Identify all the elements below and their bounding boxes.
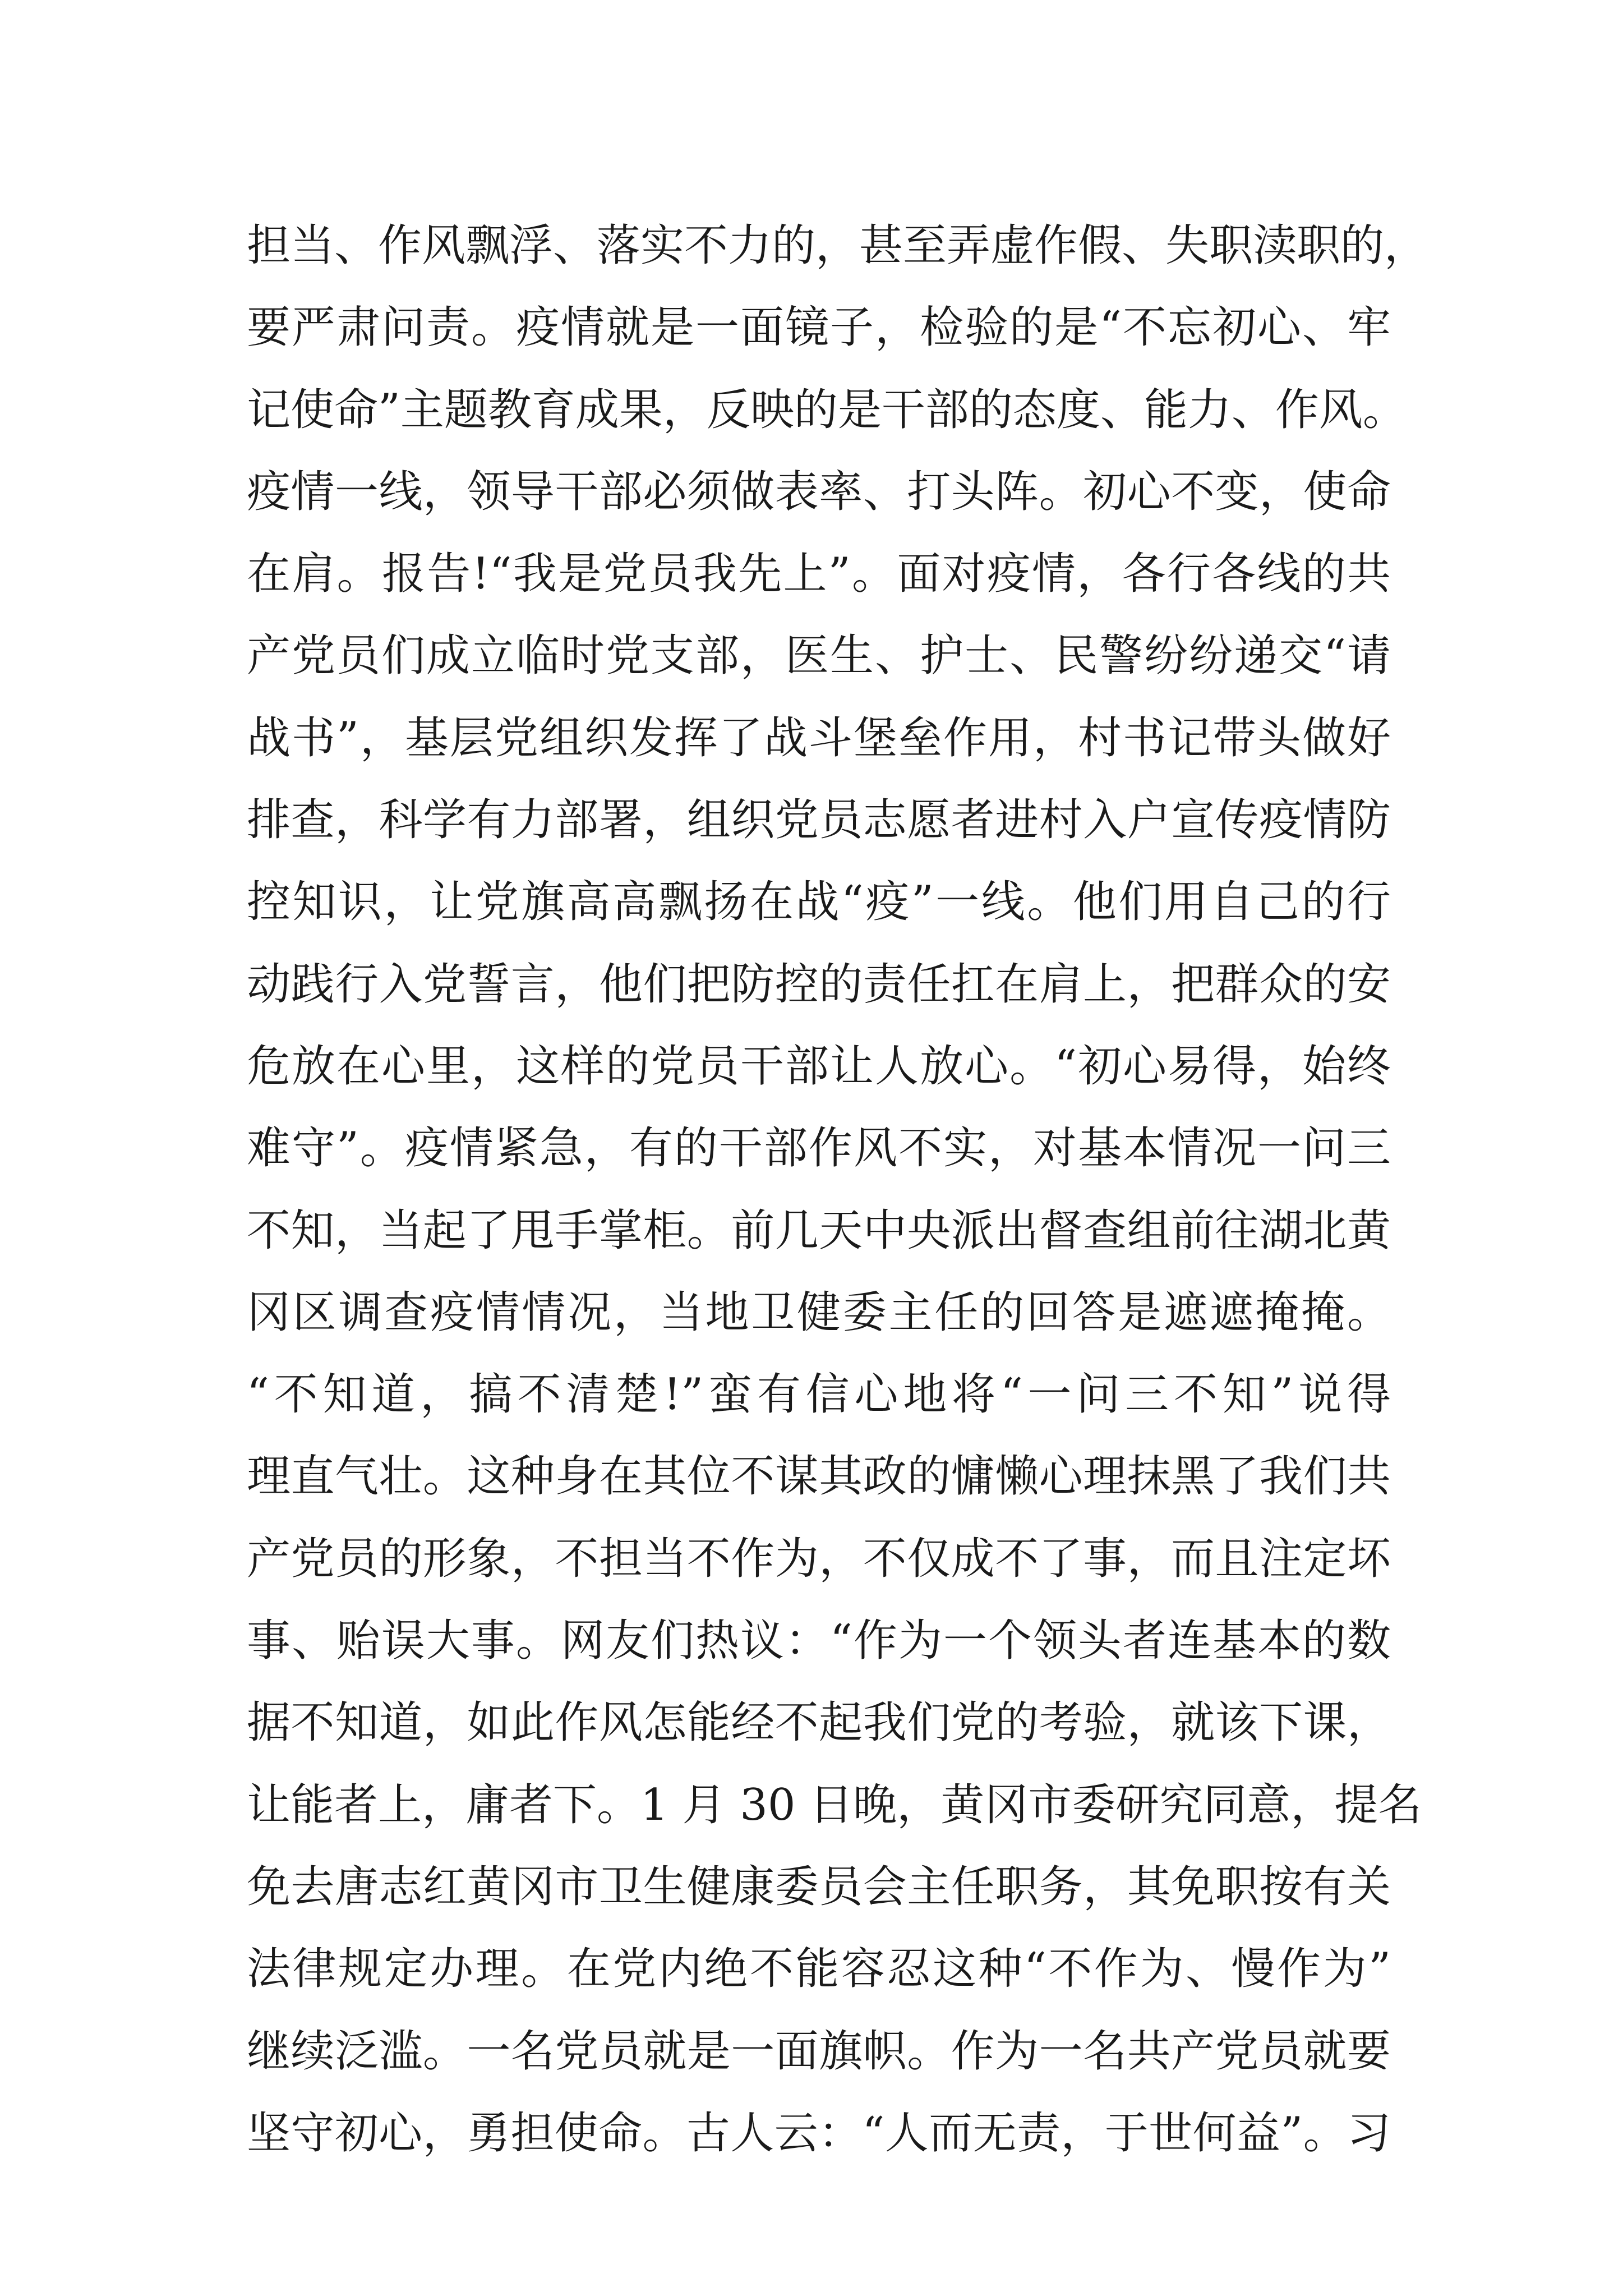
text-line: 战书”，基层党组织发挥了战斗堡垒作用，村书记带头做好	[247, 712, 1391, 763]
text-line: 据不知道，如此作风怎能经不起我们党的考验，就该下课，	[247, 1697, 1391, 1749]
text-line: 冈区调查疫情情况，当地卫健委主任的回答是遮遮掩掩。	[247, 1287, 1391, 1338]
text-line: 危放在心里，这样的党员干部让人放心。“初心易得，始终	[247, 1041, 1391, 1092]
text-line: 在肩。报告!“我是党员我先上”。面对疫情，各行各线的共	[247, 549, 1391, 600]
text-line: 记使命”主题教育成果，反映的是干部的态度、能力、作风。	[247, 384, 1407, 435]
text-line: 理直气壮。这种身在其位不谋其政的慵懒心理抹黑了我们共	[247, 1451, 1391, 1502]
text-line: 动践行入党誓言，他们把防控的责任扛在肩上，把群众的安	[247, 959, 1391, 1010]
body-text	[247, 205, 1428, 2174]
text-line: 让能者上，庸者下。1 月 30 日晚，黄冈市委研究同意，提名	[247, 1779, 1422, 1830]
text-line: 产党员的形象，不担当不作为，不仅成不了事，而且注定坏	[247, 1533, 1391, 1584]
text-line: 继续泛滥。一名党员就是一面旗帜。作为一名共产党员就要	[247, 2026, 1391, 2077]
text-line: 免去唐志红黄冈市卫生健康委员会主任职务，其免职按有关	[247, 1861, 1391, 1912]
text-line: 事、贻误大事。网友们热议：“作为一个领头者连基本的数	[247, 1616, 1391, 1667]
text-line: 不知，当起了甩手掌柜。前几天中央派出督查组前往湖北黄	[247, 1205, 1391, 1256]
text-line: 担当、作风飘浮、落实不力的，甚至弄虚作假、失职渎职的，	[247, 220, 1428, 271]
text-line: 坚守初心，勇担使命。古人云：“人而无责，于世何益”。习	[247, 2108, 1391, 2159]
text-line: “不知道，搞不清楚!”蛮有信心地将“一问三不知”说得	[247, 1369, 1391, 1420]
text-line: 要严肃问责。疫情就是一面镜子，检验的是“不忘初心、牢	[247, 302, 1391, 353]
text-line: 疫情一线，领导干部必须做表率、打头阵。初心不变，使命	[247, 466, 1391, 517]
text-line: 法律规定办理。在党内绝不能容忍这种“不作为、慢作为”	[247, 1944, 1391, 1995]
text-line: 产党员们成立临时党支部，医生、护士、民警纷纷递交“请	[247, 631, 1391, 682]
text-line: 排查，科学有力部署，组织党员志愿者进村入户宣传疫情防	[247, 795, 1391, 846]
text-line: 控知识，让党旗高高飘扬在战“疫”一线。他们用自己的行	[247, 877, 1391, 928]
text-line: 难守”。疫情紧急，有的干部作风不实，对基本情况一问三	[247, 1123, 1391, 1174]
